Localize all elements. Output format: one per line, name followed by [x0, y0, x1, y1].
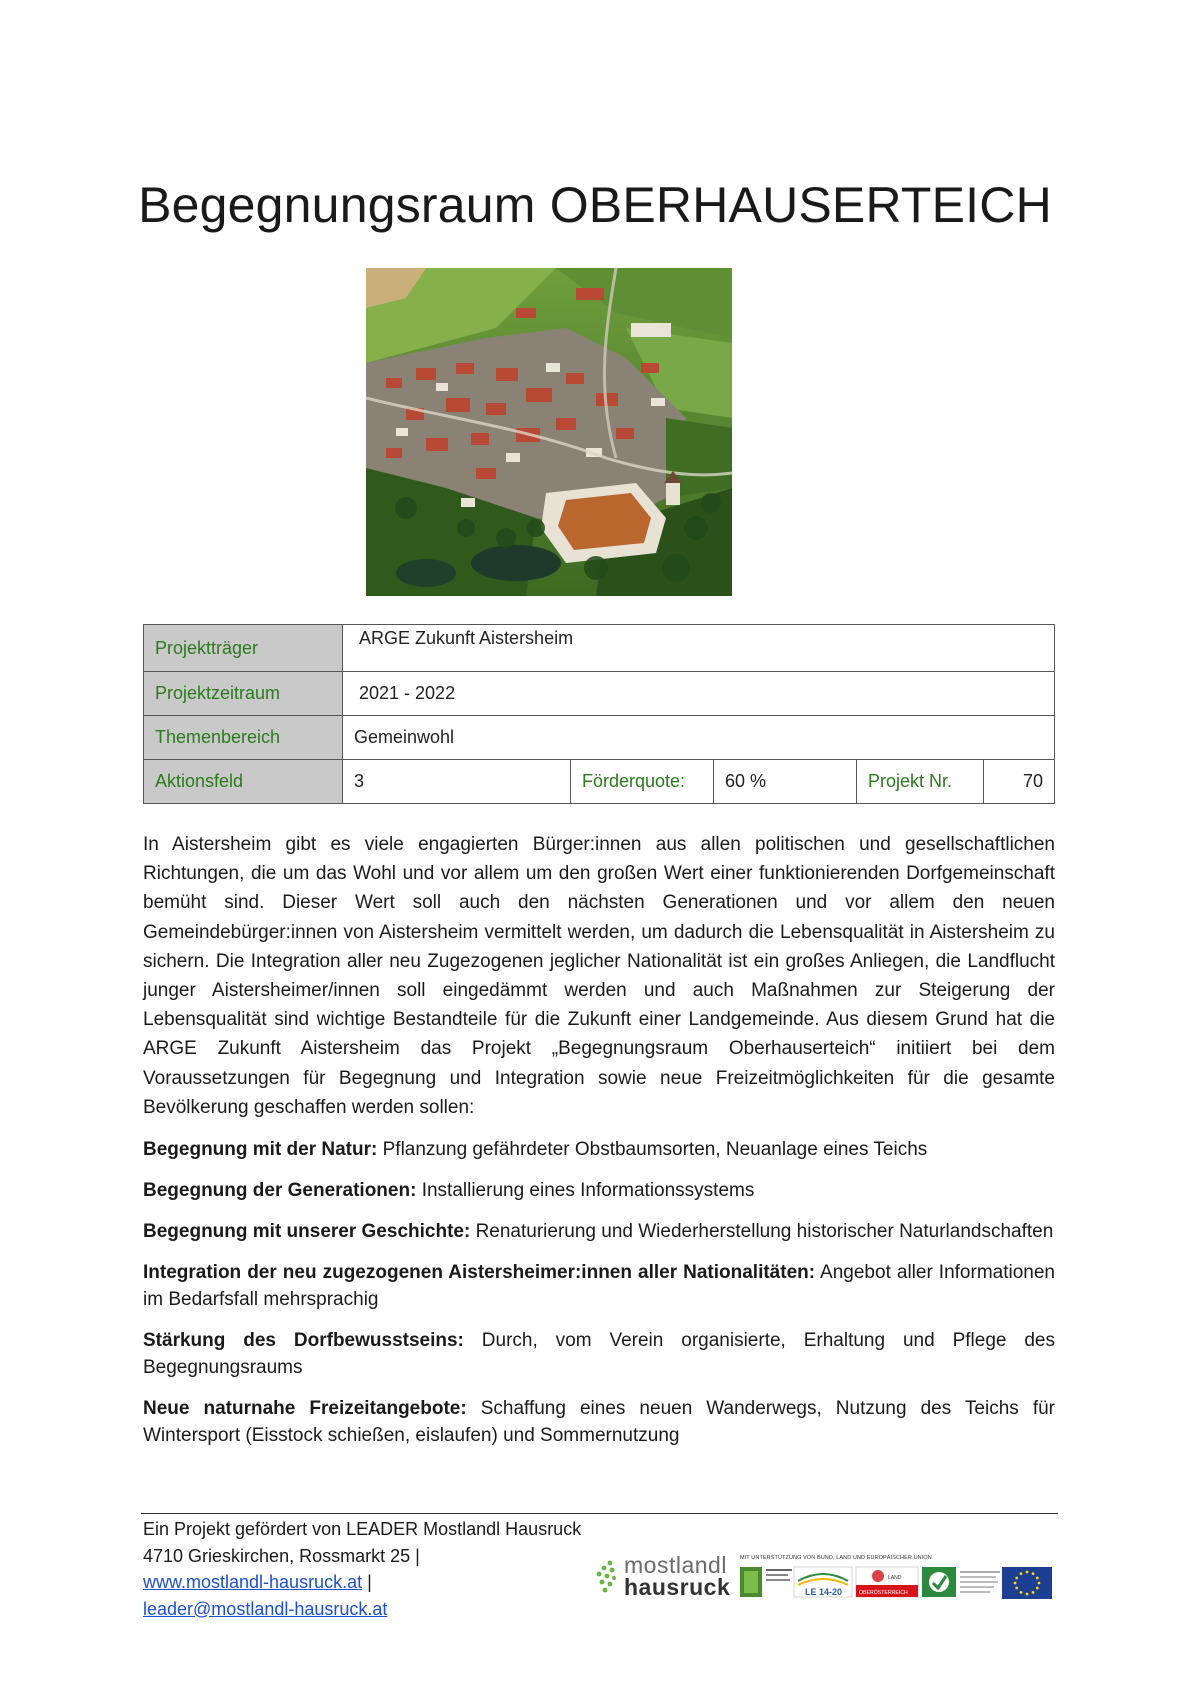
- measure-label: Begegnung der Generationen:: [143, 1180, 417, 1201]
- row-projektzeitraum: [144, 672, 1055, 716]
- website-link[interactable]: www.mostlandl-hausruck.at: [143, 1572, 363, 1592]
- measure-label: Integration der neu zugezogenen Aistersheimer:innen aller Nationalitäten:: [143, 1262, 816, 1283]
- measure-item: [143, 1136, 1055, 1163]
- row-themenbereich: [144, 716, 1055, 760]
- funders-logo-strip: [738, 1555, 1054, 1603]
- themenbereich-value: Gemeinwohl: [343, 716, 1055, 760]
- land-sub-label: OBERÖSTERREICH: [859, 1590, 908, 1596]
- projektnr-value: 70: [984, 760, 1055, 804]
- mostlandl-dots-icon: [596, 1560, 618, 1594]
- row-projekttraeger: [144, 625, 1055, 672]
- hausruck-logo-text: hausruck: [624, 1574, 731, 1600]
- themenbereich-label: Themenbereich: [144, 716, 343, 760]
- row-aktionsfeld: [144, 760, 1055, 804]
- page-title: Begegnungsraum OBERHAUSERTEICH: [138, 177, 1052, 233]
- measure-text: Schaffung eines neuen Wanderwegs, Nutzung des Teichs für Wintersport (Eisstock schießen, eislaufen) und Sommernutzung: [143, 1398, 1055, 1446]
- measure-item: [143, 1327, 1055, 1381]
- measure-label: Begegnung mit der Natur:: [143, 1139, 378, 1160]
- measure-text: Renaturierung und Wiederherstellung historischer Naturlandschaften: [470, 1221, 1054, 1242]
- le-14-20-logo-icon: [794, 1567, 852, 1597]
- measure-label: Neue naturnahe Freizeitangebote:: [143, 1398, 467, 1419]
- aktionsfeld-label: Aktionsfeld: [144, 760, 343, 804]
- measure-label: Stärkung des Dorfbewusstseins:: [143, 1330, 464, 1351]
- projekttraeger-label: Projektträger: [144, 625, 343, 672]
- footer-separator: |: [362, 1572, 372, 1592]
- aktionsfeld-value: 3: [343, 760, 571, 804]
- footer-line-1: Ein Projekt gefördert von LEADER Mostlandl Hausruck: [143, 1519, 582, 1539]
- land-label: LAND: [888, 1575, 902, 1581]
- leader-logo-icon: [922, 1567, 956, 1597]
- projektnr-label: Projekt Nr.: [857, 760, 984, 804]
- footer-contact: [143, 1516, 581, 1622]
- aerial-photo-image: [366, 268, 732, 596]
- mostlandl-logo-text: mostlandl: [624, 1552, 727, 1578]
- footer-website-line: [143, 1569, 581, 1596]
- foerderquote-label: Förderquote:: [571, 760, 714, 804]
- measure-text: Pflanzung gefährdeter Obstbaumsorten, Neuanlage eines Teichs: [377, 1139, 928, 1160]
- le-label: LE 14-20: [805, 1587, 843, 1597]
- intro-paragraph: In Aistersheim gibt es viele engagierten Bürger:innen aus allen politischen und gesellschaftlichen Richtungen, die um das Wohl und vor allem um den großen Wert einer funktionierenden Dorfgemeinschaft bemüht sind. Dieser Wert soll auch den nächsten Generationen und vor allem den neuen Gemeindebürger:innen von Aistersheim vermittelt werden, um dadurch die Lebensqualität in Aistersheim zu sichern. Die Integration aller neu Zugezogenen jeglicher Nationalität ist ein großes Anliegen, die Landflucht junger Aistersheimer/innen soll eingedämmt werden und auch Maßnahmen zur Steigerung der Lebensqualität sind wichtige Bestandteile für die Zukunft einer Landgemeinde. Aus diesem Grund hat die ARGE Zukunft Aistersheim das Projekt „Begegnungsraum Oberhauserteich“ initiiert bei dem Voraussetzungen für Begegnung und Integration sowie neue Freizeitmöglichkeiten für die gesamte Bevölkerung geschaffen werden sollen:: [143, 834, 1055, 1118]
- measures-list: [143, 1136, 1055, 1463]
- project-info-table: [143, 624, 1055, 804]
- footer-divider: [141, 1513, 1058, 1514]
- eu-flag-icon: [1002, 1567, 1052, 1599]
- mostlandl-hausruck-logo: [596, 1552, 731, 1600]
- foerderquote-value: 60 %: [714, 760, 857, 804]
- projekttraeger-value: ARGE Zukunft Aistersheim: [343, 625, 1055, 672]
- measure-text: Angebot aller Informationen im Bedarfsfall mehrsprachig: [143, 1262, 1055, 1310]
- eu-text-block-icon: [960, 1571, 1000, 1593]
- measure-item: [143, 1395, 1055, 1449]
- measure-text: Installierung eines Informationssystems: [416, 1180, 755, 1201]
- footer-address: 4710 Grieskirchen, Rossmarkt 25 |: [143, 1545, 420, 1566]
- measure-item: [143, 1259, 1055, 1313]
- measure-item: [143, 1218, 1055, 1245]
- measure-label: Begegnung mit unserer Geschichte:: [143, 1221, 471, 1242]
- funders-caption: MIT UNTERSTÜTZUNG VON BUND, LAND UND EUROPÄISCHER UNION: [740, 1555, 932, 1561]
- footer-email-line: [143, 1596, 581, 1623]
- projektzeitraum-label: Projektzeitraum: [144, 672, 343, 716]
- aerial-village-photo: [366, 268, 732, 596]
- land-ooe-logo-icon: [856, 1567, 918, 1597]
- measure-text: Durch, vom Verein organisierte, Erhaltung und Pflege des Begegnungsraums: [143, 1330, 1055, 1378]
- measure-item: [143, 1177, 1055, 1204]
- email-link[interactable]: leader@mostlandl-hausruck.at: [143, 1598, 388, 1619]
- projektzeitraum-value: 2021 - 2022: [343, 672, 1055, 716]
- funder-logos: [738, 1555, 1054, 1603]
- ministry-logo-icon: [740, 1567, 792, 1597]
